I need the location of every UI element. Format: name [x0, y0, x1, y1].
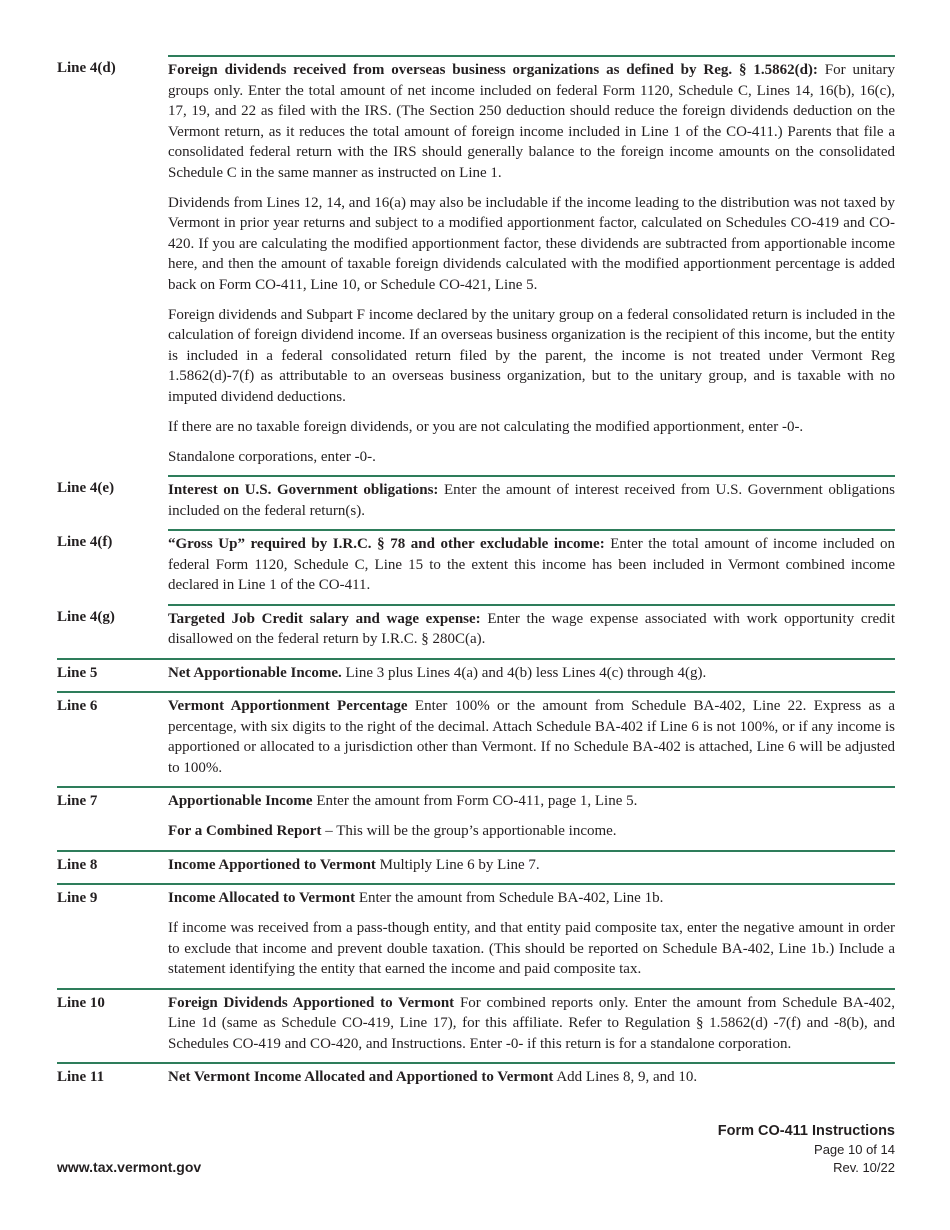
paragraph-heading: For a Combined Report	[168, 823, 322, 839]
line-entry-8	[57, 850, 895, 884]
paragraph-text: – This will be the group’s apportionable income.	[321, 823, 617, 839]
line-entry-11	[57, 1062, 895, 1096]
paragraph-heading: “Gross Up” required by I.R.C. § 78 and other excludable income:	[168, 536, 605, 552]
paragraph: If there are no taxable foreign dividends, or you are not calculating the modified apportionment, enter -0-.	[168, 418, 804, 435]
paragraph-text: For unitary groups only. Enter the total amount of net income included on federal Form 1120, Schedule C, Lines 14, 16(b), 16(c), 17, 19, and 22 as filed with the IRS. (The Section 250 deduction should reduce the foreign dividends deduction on the Vermont return, as it reduces the total amount of foreign income included in Line 1 of the CO-411.) Parents that file a consolidated federal return with the IRS should generally balance to the foreign income amounts on the consolidated Schedule C in the same manner as instructed on Line 1.	[168, 62, 895, 181]
line-body	[168, 529, 895, 604]
paragraph	[168, 60, 895, 183]
paragraph	[168, 696, 895, 778]
line-label: Line 6	[57, 698, 98, 714]
paragraph	[168, 993, 895, 1055]
page-footer-info	[718, 1121, 895, 1177]
line-entry-6	[57, 691, 895, 786]
paragraph-text: Multiply Line 6 by Line 7.	[375, 856, 540, 873]
revision-date: Rev. 10/22	[833, 1160, 895, 1175]
paragraph: Foreign dividends and Subpart F income declared by the unitary group on a federal consolidated return is included in the calculation of foreign dividend income. If an overseas business organization is the recipient of this income, but the entity is included in a federal consolidated return filed by the parent, the income is not treated under Vermont Reg 1.5862(d)-7(f) as attributable to an overseas business organization, but to the unitary group, and is taxable with no imputed dividend deductions.	[168, 306, 895, 405]
paragraph-heading: Income Apportioned to Vermont	[168, 856, 376, 873]
line-label: Line 4(g)	[57, 608, 115, 625]
paragraph	[168, 888, 895, 909]
paragraph: If income was received from a pass-though entity, and that entity paid composite tax, enter the negative amount in order to exclude that income and prevent double taxation. (This should be reported on Schedule BA-402, Line 1b.) Include a statement identifying the entity that earned the income and paid composite tax.	[168, 920, 895, 977]
paragraph	[168, 480, 895, 521]
line-entry-10	[57, 988, 895, 1063]
line-entry-4d	[57, 55, 895, 475]
paragraph-text: Enter the amount from Schedule BA-402, Line 1b.	[355, 890, 664, 906]
paragraph-heading: Interest on U.S. Government obligations:	[168, 482, 439, 498]
line-body	[168, 604, 895, 658]
line-label: Line 9	[57, 890, 98, 906]
line-body	[168, 475, 895, 529]
instructions-content	[57, 55, 895, 1096]
line-body	[168, 885, 895, 988]
line-label: Line 8	[57, 856, 98, 873]
paragraph-text: Add Lines 8, 9, and 10.	[553, 1069, 698, 1085]
line-body	[168, 660, 895, 692]
line-entry-4e	[57, 475, 895, 529]
website-url[interactable]: www.tax.vermont.gov	[57, 1159, 202, 1175]
line-body	[168, 788, 895, 850]
line-label: Line 10	[57, 994, 105, 1011]
line-label: Line 11	[57, 1069, 105, 1085]
paragraph: Dividends from Lines 12, 14, and 16(a) may also be includable if the income leading to the distribution was not taxed by Vermont in prior year returns and subject to a modified apportionment factor, calculated on Schedules CO-419 and CO-420. If you are calculating the modified apportionment factor, these dividends are subtracted from apportionable income here, and then the amount of taxable foreign dividends calculated with the modified apportionment percentage is added back on Form CO-411, Line 10, or Schedule CO-421, Line 5.	[168, 194, 895, 293]
paragraph-heading: Apportionable Income	[168, 793, 313, 809]
line-label: Line 5	[57, 664, 98, 681]
paragraph: Standalone corporations, enter -0-.	[168, 448, 376, 465]
paragraph-heading: Targeted Job Credit salary and wage expense:	[168, 610, 481, 627]
paragraph	[168, 821, 895, 842]
paragraph-heading: Net Vermont Income Allocated and Apportioned to Vermont	[168, 1069, 554, 1085]
paragraph	[168, 855, 895, 876]
paragraph	[168, 1067, 895, 1088]
line-label: Line 4(e)	[57, 480, 115, 496]
form-title: Form CO-411 Instructions	[717, 1123, 895, 1139]
line-label: Line 7	[57, 793, 98, 809]
line-body	[168, 693, 895, 786]
paragraph-text: Enter the amount from Form CO-411, page 1, Line 5.	[312, 793, 638, 809]
paragraph-heading: Foreign Dividends Apportioned to Vermont	[168, 994, 455, 1011]
paragraph	[168, 791, 895, 812]
paragraph-text: For combined reports only. Enter the amount from Schedule BA-402, Line 1d (same as Schedule CO-419, Line 17), for this affiliate. Refer to Regulation § 1.5862(d) -7(f) and -8(b), and Schedules CO-419 and CO-420, and Instructions. Enter -0- if this return is for a standalone corporation.	[168, 994, 895, 1052]
paragraph-text: Enter the wage expense associated with work opportunity credit disallowed on the federal return by I.R.C. § 280C(a).	[168, 610, 895, 647]
paragraph	[168, 534, 895, 596]
line-body	[168, 852, 895, 884]
paragraph-heading: Income Allocated to Vermont	[168, 890, 356, 906]
line-label: Line 4(d)	[57, 60, 116, 76]
paragraph	[168, 609, 895, 650]
line-entry-7	[57, 786, 895, 850]
paragraph-text: Enter 100% or the amount from Schedule BA-402, Line 22. Express as a percentage, with six digits to the right of the decimal. Attach Schedule BA-402 if Line 6 is not 100%, or if any income is apportioned or allocated to a jurisdiction other than Vermont. If no Schedule BA-402 is attached, Line 6 will be adjusted to 100%.	[168, 698, 895, 776]
line-label: Line 4(f)	[57, 534, 113, 550]
paragraph-text: Line 3 plus Lines 4(a) and 4(b) less Lines 4(c) through 4(g).	[341, 664, 707, 681]
paragraph-heading: Vermont Apportionment Percentage	[168, 698, 408, 714]
page-number: Page 10 of 14	[814, 1142, 895, 1157]
line-body	[168, 1064, 895, 1096]
paragraph-text: Enter the amount of interest received from U.S. Government obligations included on the federal return(s).	[168, 482, 895, 519]
paragraph-text: Enter the total amount of income included on federal Form 1120, Schedule C, Line 15 to the extent this income has been included in Vermont combined income declared in Line 1 of the CO-411.	[168, 536, 895, 593]
line-entry-4f	[57, 529, 895, 604]
paragraph	[168, 663, 895, 684]
paragraph-heading: Foreign dividends received from overseas business organizations as defined by Reg. § 1.5862(d):	[168, 62, 818, 78]
line-entry-4g	[57, 604, 895, 658]
line-body	[168, 990, 895, 1063]
line-body	[168, 55, 895, 475]
line-entry-9	[57, 883, 895, 988]
paragraph-heading: Net Apportionable Income.	[168, 664, 342, 681]
line-entry-5	[57, 658, 895, 692]
